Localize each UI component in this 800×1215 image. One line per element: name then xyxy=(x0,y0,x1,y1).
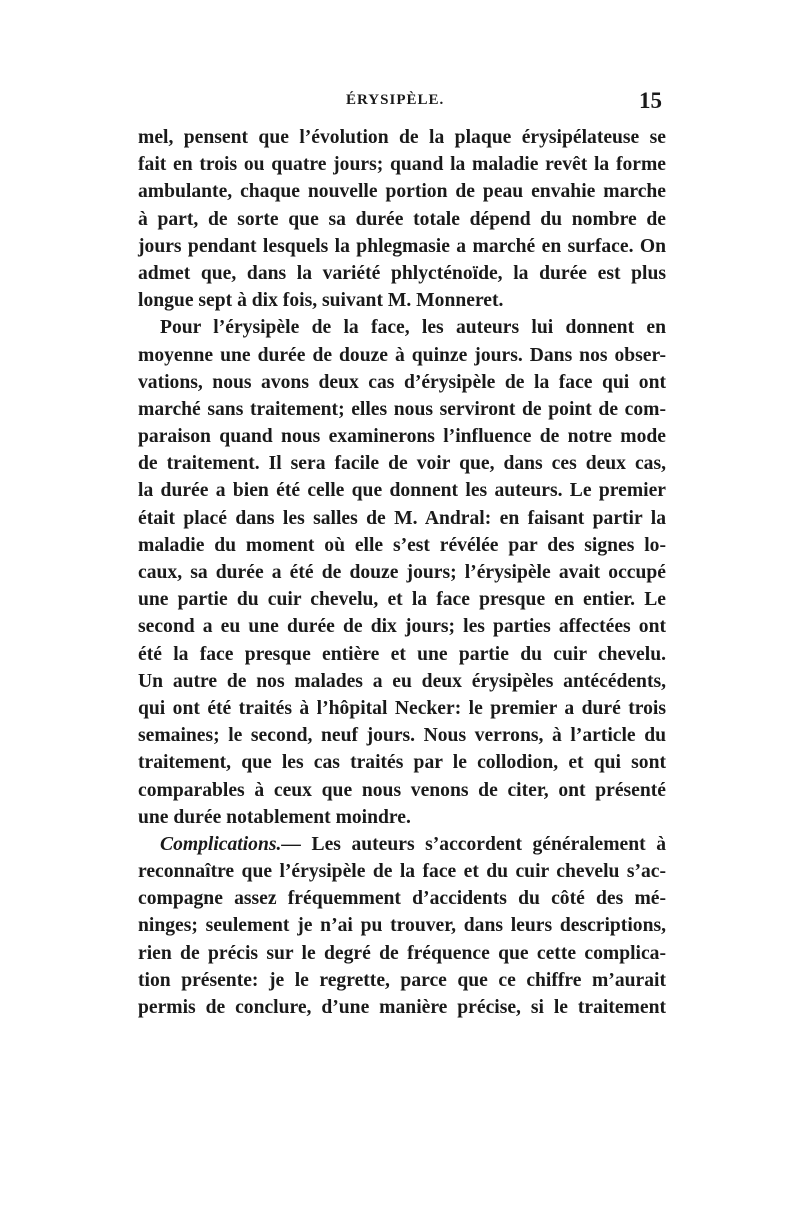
text-line: était placé dans les salles de M. Andral: en faisant partir la xyxy=(138,507,666,529)
text-line: vations, nous avons deux cas d’érysipèle de la face qui ont xyxy=(138,371,666,393)
text-line: maladie du moment où elle s’est révélée par des signes lo- xyxy=(138,534,666,556)
text-line: admet que, dans la variété phlycténoïde, la durée est plus xyxy=(138,262,666,284)
text-line: une partie du cuir chevelu, et la face presque en entier. Le xyxy=(138,589,666,611)
text-line: permis de conclure, d’une manière précise, si le traitement xyxy=(138,997,666,1018)
book-page xyxy=(138,88,666,1021)
text-line: marché sans traitement; elles nous serviront de point de com- xyxy=(138,398,666,420)
text-line: moyenne une durée de douze à quinze jours. Dans nos obser- xyxy=(138,344,666,366)
text-line: été la face presque entière et une partie du cuir chevelu. xyxy=(138,643,666,665)
text-line: jours pendant lesquels la phlegmasie a marché en surface. On xyxy=(138,235,666,257)
complications-text: Les auteurs s’accordent généralement à xyxy=(300,833,666,855)
text-line: paraison quand nous examinerons l’influence de notre mode xyxy=(138,426,666,448)
text-line: tion présente: je le regrette, parce que ce chiffre m’aurait xyxy=(138,969,666,991)
text-line: qui ont été traités à l’hôpital Necker: le premier a duré trois xyxy=(138,697,666,719)
body-text xyxy=(138,124,666,1021)
text-line: une durée notablement moindre. xyxy=(138,806,411,828)
text-line: caux, sa durée a été de douze jours; l’érysipèle avait occupé xyxy=(138,562,666,583)
page-number: 15 xyxy=(639,88,662,113)
running-head xyxy=(138,88,666,124)
text-line: à part, de sorte que sa durée totale dépend du nombre de xyxy=(138,208,666,230)
text-line: semaines; le second, neuf jours. Nous verrons, à l’article du xyxy=(138,725,666,747)
complications-line xyxy=(138,831,666,858)
text-line: comparables à ceux que nous venons de citer, ont présenté xyxy=(138,779,666,801)
text-line: la durée a bien été celle que donnent les auteurs. Le premier xyxy=(138,480,666,502)
text-line: second a eu une durée de dix jours; les parties affectées ont xyxy=(138,616,666,638)
complications-label: Complications.— xyxy=(160,833,301,855)
text-line: reconnaître que l’érysipèle de la face et du cuir chevelu s’ac- xyxy=(138,861,666,883)
text-line: mel, pensent que l’évolution de la plaque érysipélateuse se xyxy=(138,127,666,148)
text-line: Un autre de nos malades a eu deux érysipèles antécédents, xyxy=(138,670,666,692)
text-line: rien de précis sur le degré de fréquence que cette complica- xyxy=(138,942,666,964)
chapter-title: ÉRYSIPÈLE. xyxy=(346,92,445,108)
text-line: de traitement. Il sera facile de voir que, dans ces deux cas, xyxy=(138,453,666,475)
text-line: ambulante, chaque nouvelle portion de peau envahie marche xyxy=(138,181,666,203)
text-line: traitement, que les cas traités par le collodion, et qui sont xyxy=(138,752,666,774)
text-line: compagne assez fréquemment d’accidents du côté des mé- xyxy=(138,888,666,910)
text-line: longue sept à dix fois, suivant M. Monneret. xyxy=(138,290,504,312)
text-line: ninges; seulement je n’ai pu trouver, dans leurs descriptions, xyxy=(138,915,666,937)
text-line: fait en trois ou quatre jours; quand la maladie revêt la forme xyxy=(138,154,666,176)
text-line: Pour l’érysipèle de la face, les auteurs lui donnent en xyxy=(160,317,666,339)
